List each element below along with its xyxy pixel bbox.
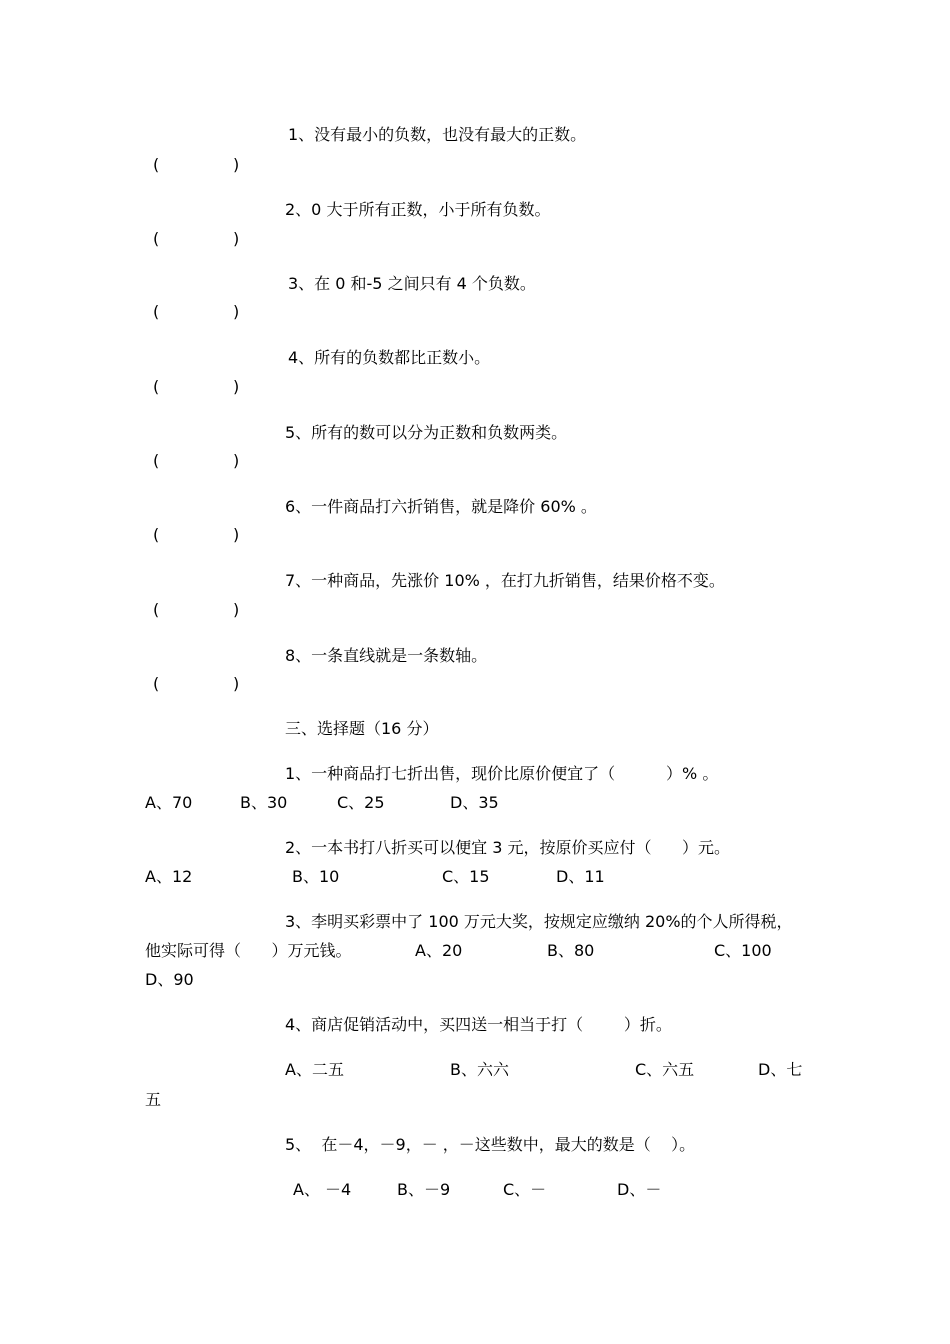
answer-blank-8[interactable]: ( ): [153, 674, 240, 693]
option-2d[interactable]: D、11: [556, 867, 605, 886]
option-3a[interactable]: A、20: [415, 941, 463, 960]
choice-question-3: 3、李明买彩票中了 100 万元大奖，按规定应缴纳 20%的个人所得税，: [285, 912, 793, 931]
option-4d[interactable]: D、七: [758, 1060, 803, 1079]
choice-question-2: 2、一本书打八折买可以便宜 3 元，按原价买应付（ ）元。: [285, 838, 731, 857]
option-2b[interactable]: B、10: [292, 867, 340, 886]
choice-question-3-cont: 他实际可得（ ）万元钱。: [145, 941, 352, 960]
choice-question-1: 1、一种商品打七折出售，现价比原价便宜了（ ）% 。: [285, 764, 719, 783]
answer-blank-2[interactable]: ( ): [153, 229, 240, 248]
option-4b[interactable]: B、六六: [450, 1060, 509, 1079]
judge-question-3: 3、在 0 和-5 之间只有 4 个负数。: [288, 274, 536, 293]
option-3b[interactable]: B、80: [547, 941, 595, 960]
option-4c[interactable]: C、六五: [635, 1060, 695, 1079]
answer-blank-4[interactable]: ( ): [153, 377, 240, 396]
option-1a[interactable]: A、70: [145, 793, 193, 812]
option-5c[interactable]: C、－: [503, 1180, 547, 1199]
answer-blank-5[interactable]: ( ): [153, 451, 240, 470]
answer-blank-1[interactable]: ( ): [153, 155, 240, 174]
option-5a[interactable]: A、 －4: [293, 1180, 352, 1199]
option-1d[interactable]: D、35: [450, 793, 499, 812]
judge-question-4: 4、所有的负数都比正数小。: [288, 348, 491, 367]
choice-question-5: 5、 在－4，－9，－ ，－这些数中，最大的数是（ ）。: [285, 1135, 696, 1154]
judge-question-8: 8、一条直线就是一条数轴。: [285, 646, 488, 665]
option-2c[interactable]: C、15: [442, 867, 490, 886]
option-5d[interactable]: D、－: [617, 1180, 662, 1199]
judge-question-6: 6、一件商品打六折销售，就是降价 60% 。: [285, 497, 597, 516]
option-1b[interactable]: B、30: [240, 793, 288, 812]
option-2a[interactable]: A、12: [145, 867, 193, 886]
option-3d[interactable]: D、90: [145, 970, 194, 989]
option-4a[interactable]: A、二五: [285, 1060, 344, 1079]
option-4d-wrap: 五: [145, 1090, 162, 1109]
option-1c[interactable]: C、25: [337, 793, 385, 812]
option-5b[interactable]: B、－9: [397, 1180, 451, 1199]
answer-blank-6[interactable]: ( ): [153, 525, 240, 544]
answer-blank-3[interactable]: ( ): [153, 302, 240, 321]
judge-question-7: 7、一种商品，先涨价 10% ，在打九折销售，结果价格不变。: [285, 571, 725, 590]
answer-blank-7[interactable]: ( ): [153, 600, 240, 619]
section-heading-choice: 三、选择题（16 分）: [285, 719, 439, 738]
judge-question-1: 1、没有最小的负数，也没有最大的正数。: [288, 125, 587, 144]
judge-question-2: 2、0 大于所有正数，小于所有负数。: [285, 200, 551, 219]
choice-question-4: 4、商店促销活动中，买四送一相当于打（ ）折。: [285, 1015, 672, 1034]
option-3c[interactable]: C、100: [714, 941, 772, 960]
judge-question-5: 5、所有的数可以分为正数和负数两类。: [285, 423, 568, 442]
